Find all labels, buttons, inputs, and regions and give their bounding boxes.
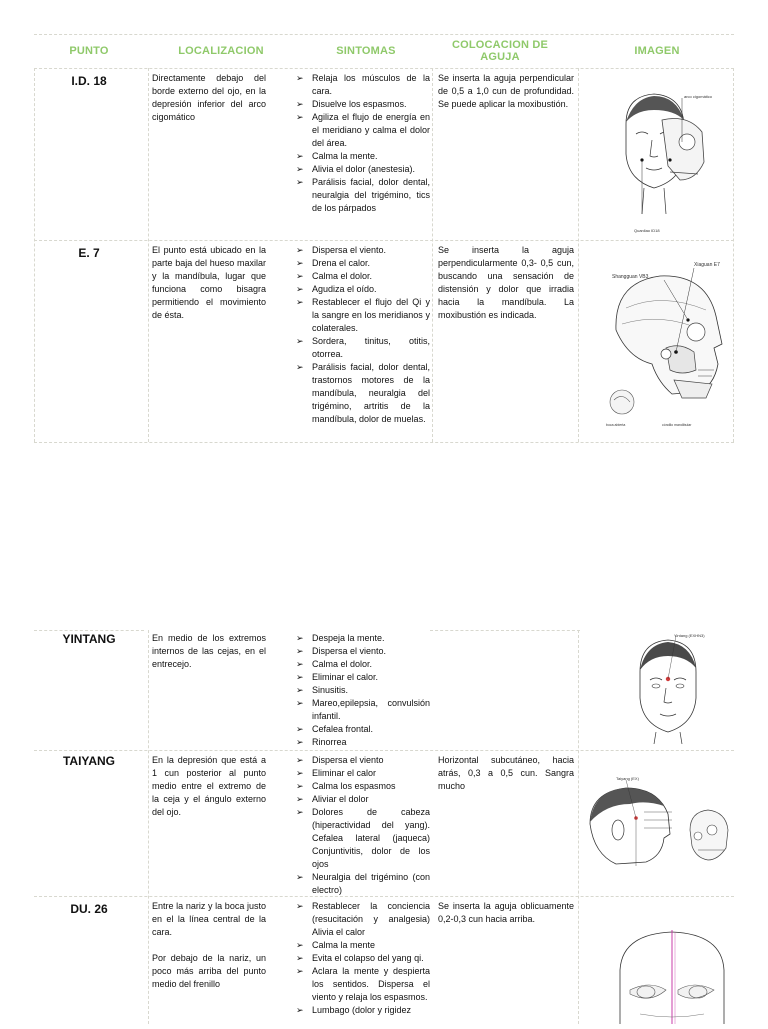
punto-label: DU. 26 (70, 902, 108, 916)
sintoma-item: ➢ Agiliza el flujo de energía en el meridiano y calma el dolor del área. (296, 111, 430, 150)
sintoma-item: ➢ Despeja la mente. (296, 632, 430, 645)
sintoma-item: ➢ Eliminar el calor (296, 767, 430, 780)
divider (430, 630, 580, 631)
punto-label: E. 7 (78, 246, 100, 260)
sintoma-item: ➢ Cefalea frontal. (296, 723, 430, 736)
sintoma-item: ➢ Rinorrea (296, 736, 430, 749)
sintoma-item: ➢ Disuelve los espasmos. (296, 98, 430, 111)
localizacion-text (152, 244, 266, 335)
image-caption: arco cigomático (684, 94, 713, 99)
sintoma-item: ➢ Mareo,epilepsia, convulsión infantil. (296, 697, 430, 723)
header-colocacion-line1: COLOCACION DE (451, 39, 549, 51)
head-side-icon (586, 774, 734, 870)
skull-illustration (602, 252, 730, 432)
sintoma-item: ➢ Restablecer el flujo del Qi y la sangre en los meridianos y colaterales. (296, 296, 430, 335)
skull-side-icon (602, 252, 730, 432)
sintoma-item: ➢ Sinusitis. (296, 684, 430, 697)
localizacion-paragraph: En medio de los extremos internos de las cejas, en el entrecejo. (152, 633, 266, 669)
head-illustration (604, 84, 722, 236)
sintoma-item: ➢ Dolores de cabeza (hiperactividad del yang). Cefalea lateral (jaqueca) Conjuntivitis, dolor de los ojos (296, 806, 430, 871)
sintoma-item: ➢ Dispersa el viento. (296, 244, 430, 257)
sintoma-item: ➢ Eliminar el calor. (296, 671, 430, 684)
localizacion-text (152, 72, 266, 137)
table-row (34, 754, 734, 896)
sintoma-item: ➢ Calma los espasmos (296, 780, 430, 793)
image-caption: Xiaguan E7 (694, 262, 720, 268)
sintoma-item: ➢ Drena el calor. (296, 257, 430, 270)
divider (34, 34, 734, 35)
sintoma-item: ➢ Calma el dolor. (296, 658, 430, 671)
divider (34, 750, 734, 751)
sintoma-item: ➢ Aliviar el dolor (296, 793, 430, 806)
divider (34, 630, 144, 631)
sintomas-list (296, 632, 430, 749)
image-caption: Yintang (EXHN3) (674, 633, 705, 638)
header-colocacion (430, 34, 570, 68)
image-caption: cóndilo mandibular (662, 423, 692, 427)
punto-label: I.D. 18 (71, 74, 107, 88)
localizacion-paragraph: Por debajo de la nariz, un poco más arriba del punto medio del frenillo (152, 953, 266, 989)
sintoma-item: ➢ Calma la mente. (296, 150, 430, 163)
skull-front-illustration (610, 930, 734, 1024)
sintoma-item: ➢ Aclara la mente y despierta los sentidos. Dispersa el viento y relaja los espasmos. (296, 965, 430, 1004)
image-caption: Shangguan VB3 (612, 274, 649, 280)
localizacion-text (152, 900, 266, 1004)
header-sintomas: SINTOMAS (336, 45, 396, 57)
sintomas-list (296, 900, 430, 1017)
header-imagen: IMAGEN (634, 45, 680, 57)
sintomas-list (296, 244, 430, 426)
localizacion-paragraph: Directamente debajo del borde externo del ojo, en la depresión inferior del arco cigomático (152, 73, 266, 122)
header-localizacion: LOCALIZACION (178, 45, 264, 57)
table-header (34, 34, 734, 68)
face-front-icon (620, 632, 716, 744)
image-caption: Quanliao ID18 (634, 228, 660, 233)
divider (34, 68, 734, 69)
sintoma-item: ➢ Neuralgia del trigémino (con electro) (296, 871, 430, 897)
sintoma-item: ➢ Dispersa el viento. (296, 645, 430, 658)
colocacion-text: Se inserta la aguja perpendicularmente 0,3- 0,5 cun, buscando una sensación de distensión y dolor que irradia hacia la mandíbula. La moxibustión es indicada. (438, 245, 574, 320)
head-front-icon (604, 84, 722, 236)
image-caption: boca abierta (606, 423, 626, 427)
localizacion-paragraph: Entre la nariz y la boca justo en el la línea central de la cara. (152, 901, 266, 937)
divider (34, 442, 734, 443)
sintoma-item: ➢ Parálisis facial, dolor dental, trastornos motores de la mandíbula, neuralgia del trigémino, artritis de la mandíbula, dolor de muelas. (296, 361, 430, 426)
image-caption: Taiyang (EX) (616, 776, 639, 781)
sintoma-item: ➢ Calma la mente (296, 939, 430, 952)
sintomas-list (296, 754, 430, 897)
colocacion-text: Se inserta la aguja perpendicular de 0,5 a 1,0 cun de profundidad. Se puede aplicar la moxibustión. (438, 73, 574, 109)
localizacion-text (152, 632, 266, 684)
punto-label: YINTANG (62, 632, 116, 646)
face-illustration (620, 632, 716, 744)
table-row (34, 900, 734, 1024)
colocacion-text: Horizontal subcutáneo, hacia atrás, 0,3 a 0,5 cun. Sangra mucho (438, 755, 574, 791)
table-row (34, 244, 734, 442)
sintoma-item: ➢ Parálisis facial, dolor dental, neuralgia del trigémino, tics de los párpados (296, 176, 430, 215)
sintoma-item: ➢ Lumbago (dolor y rigidez (296, 1004, 430, 1017)
sintoma-item: ➢ Alivia el dolor (anestesia). (296, 163, 430, 176)
divider (34, 240, 734, 241)
sintomas-list (296, 72, 430, 215)
sintoma-item: ➢ Sordera, tinitus, otitis, otorrea. (296, 335, 430, 361)
sintoma-item: ➢ Agudiza el oído. (296, 283, 430, 296)
punto-label: TAIYANG (62, 754, 115, 768)
sintoma-item: ➢ Relaja los músculos de la cara. (296, 72, 430, 98)
sintoma-item: ➢ Restablecer la conciencia (resucitación y analgesia) Alivia el calor (296, 900, 430, 939)
side-head-illustration (586, 774, 734, 870)
localizacion-text (152, 754, 266, 832)
colocacion-text: Se inserta la aguja oblicuamente 0,2-0,3 cun hacia arriba. (438, 901, 574, 924)
skull-front-icon (610, 930, 734, 1024)
header-punto: PUNTO (69, 45, 109, 57)
table-row (34, 72, 734, 240)
table-row (34, 632, 734, 750)
localizacion-paragraph: En la depresión que está a 1 cun posterior al punto medio entre el extremo de la ceja y el ángulo externo del ojo. (152, 755, 266, 817)
localizacion-paragraph: El punto está ubicado en la parte baja del hueso maxilar y la mandíbula, lugar que funciona como bisagra permitiendo el movimiento de ésta. (152, 245, 266, 320)
sintoma-item: ➢ Calma el dolor. (296, 270, 430, 283)
sintoma-item: ➢ Dispersa el viento (296, 754, 430, 767)
sintoma-item: ➢ Evita el colapso del yang qi. (296, 952, 430, 965)
header-colocacion-line2: AGUJA (480, 51, 520, 63)
